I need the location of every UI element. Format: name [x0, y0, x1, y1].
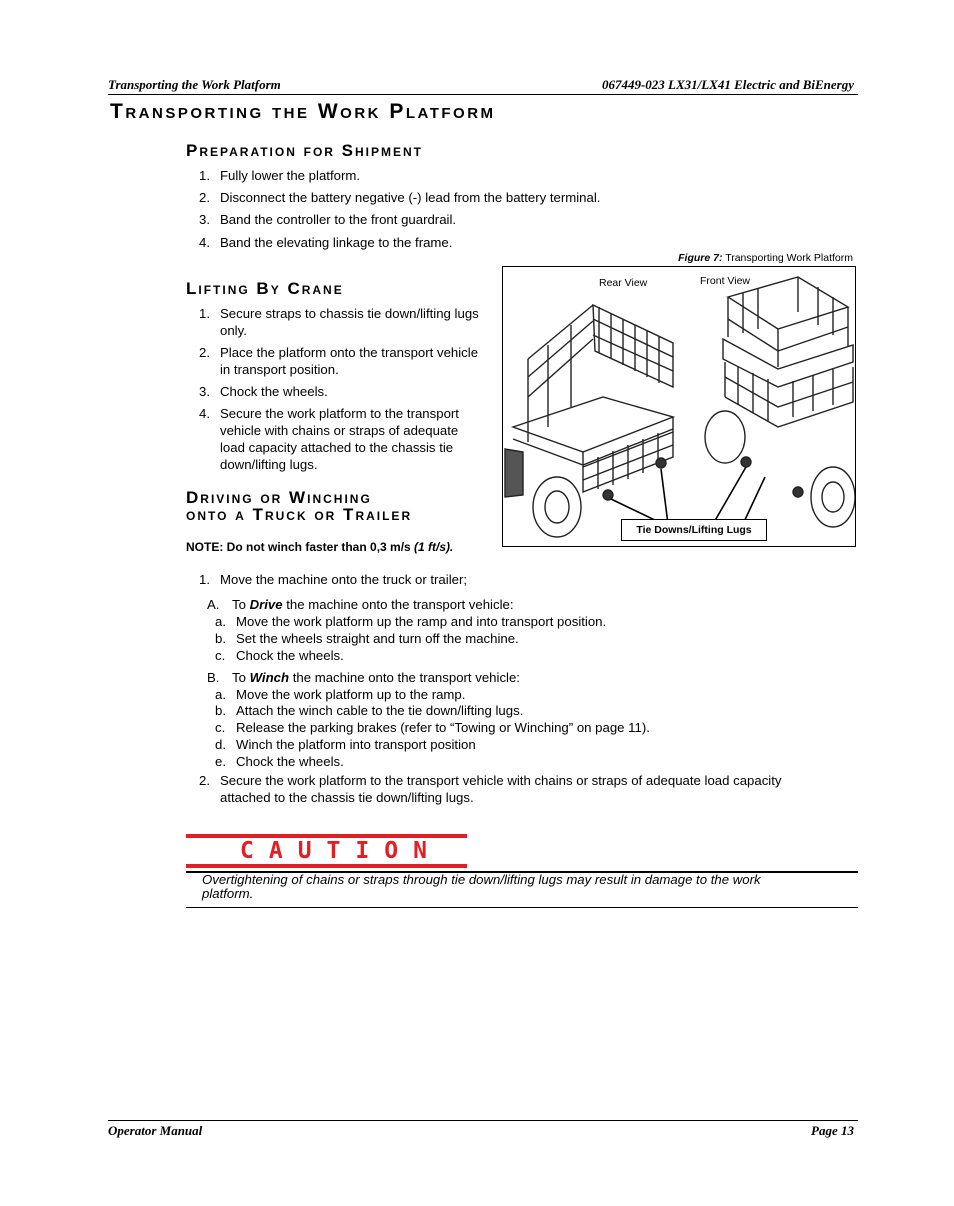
step-text: Chock the wheels. — [236, 754, 344, 769]
step-number: 1. — [199, 306, 210, 321]
step-letter: a. — [215, 614, 226, 629]
running-header-right: 067449-023 LX31/LX41 Electric and BiEnergy — [601, 77, 854, 92]
step-letter: e. — [215, 754, 226, 769]
step-number: 2. — [199, 190, 210, 205]
step-letter: b. — [215, 703, 226, 718]
step-text: load capacity attached to the chassis tie — [220, 440, 454, 455]
heading-line: onto a Truck or Trailer — [186, 505, 413, 524]
section-heading-crane: Lifting By Crane — [186, 279, 344, 298]
step-letter: d. — [215, 737, 226, 752]
front-view-machine — [705, 277, 855, 527]
page-title: Transporting the Work Platform — [110, 100, 496, 123]
note-label: NOTE: — [186, 540, 224, 554]
sub-text: To — [232, 670, 250, 685]
step-text: Place the platform onto the transport vehicle — [220, 345, 479, 360]
step-text: only. — [220, 323, 247, 338]
note-text: Do not winch faster than 0,3 m/s — [223, 540, 415, 554]
footer-left: Operator Manual — [108, 1123, 203, 1138]
rear-view-machine — [505, 305, 673, 537]
sub-emphasis: Drive — [249, 597, 283, 612]
sub-text: the machine onto the transport vehicle: — [282, 597, 514, 612]
step-number: 2. — [199, 345, 210, 360]
step-number: 3. — [199, 384, 210, 399]
figure-caption — [678, 252, 853, 264]
callout-leader — [713, 467, 746, 524]
step-number: 2. — [199, 773, 210, 788]
step-letter: b. — [215, 631, 226, 646]
step-text: Move the machine onto the truck or trailer; — [220, 572, 468, 587]
caution-text-line: Overtightening of chains or straps through tie down/lifting lugs may result in damage to the work — [202, 872, 761, 887]
step-number: 1. — [199, 168, 210, 183]
section-heading-preparation: Preparation for Shipment — [186, 141, 424, 160]
step-text: Release the parking brakes (refer to “Towing or Winching” on page 11). — [236, 720, 650, 735]
callout-tie-downs: Tie Downs/Lifting Lugs — [621, 519, 767, 541]
sub-text: the machine onto the transport vehicle: — [289, 670, 520, 685]
step-text: Disconnect the battery negative (-) lead from the battery terminal. — [220, 190, 601, 205]
caution-text — [202, 873, 761, 901]
step-text: down/lifting lugs. — [220, 457, 318, 472]
section-heading-driving — [186, 489, 412, 523]
scissor-lift-illustration — [503, 267, 855, 546]
step-number: 3. — [199, 212, 210, 227]
step-text: Fully lower the platform. — [220, 168, 360, 183]
note — [186, 540, 453, 554]
step-text: Move the work platform up to the ramp. — [236, 687, 466, 702]
sub-emphasis: Winch — [249, 670, 290, 685]
step-number: 1. — [199, 572, 210, 587]
step-text: Winch the platform into transport position — [236, 737, 476, 752]
step-number: 4. — [199, 235, 210, 250]
figure-transporting-work-platform — [502, 266, 856, 547]
figure-caption-text: Transporting Work Platform — [722, 252, 853, 264]
step-text: Set the wheels straight and turn off the machine. — [236, 631, 519, 646]
caution-text-line: platform. — [202, 886, 254, 901]
heading-line: Driving or Winching — [186, 488, 372, 507]
step-text: Chock the wheels. — [236, 648, 344, 663]
step-text: Chock the wheels. — [220, 384, 328, 399]
step-text: Secure straps to chassis tie down/lifting lugs — [220, 306, 479, 321]
running-header-left: Transporting the Work Platform — [108, 77, 281, 92]
step-text: vehicle with chains or straps of adequate — [220, 423, 459, 438]
step-text: Band the elevating linkage to the frame. — [220, 235, 453, 250]
sub-label: B. — [207, 670, 220, 685]
caution-bottom-bar — [186, 864, 467, 868]
step-letter: a. — [215, 687, 226, 702]
step-text: Secure the work platform to the transport — [220, 406, 459, 421]
caution-label: CAUTION — [240, 838, 442, 864]
step-text: attached to the chassis tie down/lifting lugs. — [220, 790, 474, 805]
front-view-label: Front View — [700, 275, 750, 287]
footer-rule — [108, 1120, 858, 1121]
step-text: Secure the work platform to the transport vehicle with chains or straps of adequate load capacity — [220, 773, 782, 788]
step-text: Band the controller to the front guardrail. — [220, 212, 457, 227]
note-italic: (1 ft/s). — [414, 540, 454, 554]
step-number: 4. — [199, 406, 210, 421]
step-letter: c. — [215, 720, 226, 735]
sub-label: A. — [207, 597, 220, 612]
step-text: in transport position. — [220, 362, 339, 377]
caution-rule-bottom — [186, 907, 858, 908]
sub-text: To — [232, 597, 250, 612]
step-text: Attach the winch cable to the tie down/lifting lugs. — [236, 703, 524, 718]
rear-view-label: Rear View — [599, 277, 648, 289]
step-letter: c. — [215, 648, 226, 663]
callout-leader — [743, 477, 765, 524]
callout-leader — [661, 469, 668, 524]
page-number: Page 13 — [811, 1123, 854, 1138]
header-rule — [108, 94, 858, 95]
step-text: Move the work platform up the ramp and into transport position. — [236, 614, 607, 629]
figure-caption-label: Figure 7: — [678, 252, 723, 264]
